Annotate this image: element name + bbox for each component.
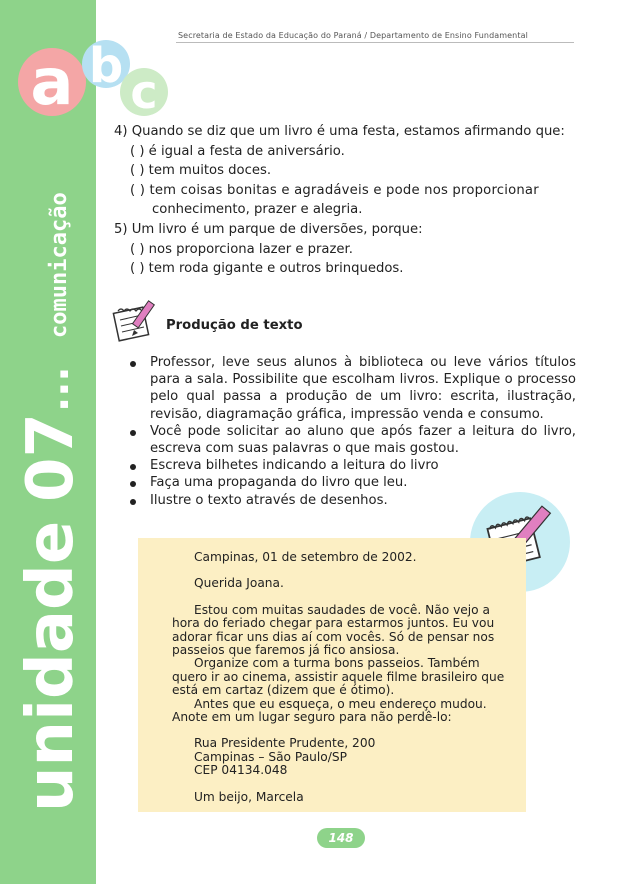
- letter-line: passeios que faremos já fico ansiosa.: [172, 643, 400, 658]
- bullet-icon: [130, 481, 136, 487]
- question-4-option-continued: conhecimento, prazer e alegria.: [152, 202, 363, 218]
- question-5: 5) Um livro é um parque de diversões, porque:: [114, 221, 423, 237]
- questions-block: [114, 122, 584, 279]
- question-4-option: ( ) tem muitos doces.: [130, 163, 272, 179]
- list-item: Faça uma propaganda do livro que leu.: [128, 474, 576, 491]
- list-item: Ilustre o texto através de desenhos.: [128, 492, 576, 509]
- letter-address-line: Campinas – São Paulo/SP: [194, 749, 347, 764]
- letter-line: Antes que eu esqueça, o meu endereço mudou.: [194, 696, 487, 711]
- letter-line: Estou com muitas saudades de você. Não vejo a: [194, 602, 490, 617]
- svg-text:c: c: [130, 65, 158, 119]
- unit-subject: comunicação: [47, 192, 72, 338]
- page-number: 148: [317, 828, 365, 848]
- page-header: Secretaria de Estado da Educação do Paraná / Departamento de Ensino Fundamental: [178, 31, 528, 40]
- letter-address-line: Rua Presidente Prudente, 200: [194, 736, 376, 751]
- header-divider: [176, 42, 574, 43]
- section-title: Produção de texto: [166, 318, 303, 333]
- list-item: Você pode solicitar ao aluno que após fazer a leitura do livro, escreva com suas palavras o que mais gostou.: [128, 423, 576, 457]
- abc-logo: [10, 22, 170, 132]
- question-5-option: ( ) nos proporciona lazer e prazer.: [130, 241, 353, 257]
- letter-greeting: Querida Joana.: [194, 576, 284, 591]
- letter-line: Anote em um lugar seguro para não perdê-lo:: [172, 710, 452, 725]
- question-4-option: ( ) é igual a festa de aniversário.: [130, 143, 345, 159]
- letter-address-line: CEP 04134.048: [194, 763, 288, 778]
- unit-number: 07: [14, 412, 88, 502]
- unit-label: [0, 0, 96, 884]
- letter-line: adorar ficar uns dias aí com vocês. Só de pensar nos: [172, 629, 495, 644]
- bullet-icon: [130, 430, 136, 436]
- unit-ellipsis: ...: [32, 366, 78, 412]
- list-item: Escreva bilhetes indicando a leitura do livro: [128, 457, 576, 474]
- unit-word: unidade: [14, 520, 88, 812]
- letter-date: Campinas, 01 de setembro de 2002.: [194, 550, 417, 564]
- list-item: Professor, leve seus alunos à biblioteca ou leve vários títulos para a sala. Possibilite que escolham livros. Explique o processo pelo qual passa a produção de um livro: escrita, ilustração, revisão, diagramação gráfica, impressão venda e consumo.: [128, 354, 576, 423]
- letter-text: [172, 551, 510, 804]
- teacher-instructions: [128, 354, 576, 509]
- notepad-pencil-icon: [110, 296, 162, 348]
- letter-line: Organize com a turma bons passeios. Também: [194, 656, 480, 671]
- bullet-icon: [130, 361, 136, 367]
- letter-line: quero ir ao cinema, assistir aquele filme brasileiro que: [172, 669, 505, 684]
- letter-line: hora do feriado chegar para estarmos juntos. Eu vou: [172, 616, 495, 631]
- bullet-icon: [130, 499, 136, 505]
- question-5-option: ( ) tem roda gigante e outros brinquedos.: [130, 261, 404, 277]
- question-4-option: ( ) tem coisas bonitas e agradáveis e pode nos proporcionar: [130, 182, 539, 198]
- question-4: 4) Quando se diz que um livro é uma festa, estamos afirmando que:: [114, 124, 565, 139]
- svg-text:b: b: [88, 38, 124, 94]
- svg-text:a: a: [30, 46, 74, 120]
- letter-closing: Um beijo, Marcela: [194, 789, 304, 804]
- bullet-icon: [130, 464, 136, 470]
- letter-line: está em cartaz (dizem que é ótimo).: [172, 683, 395, 698]
